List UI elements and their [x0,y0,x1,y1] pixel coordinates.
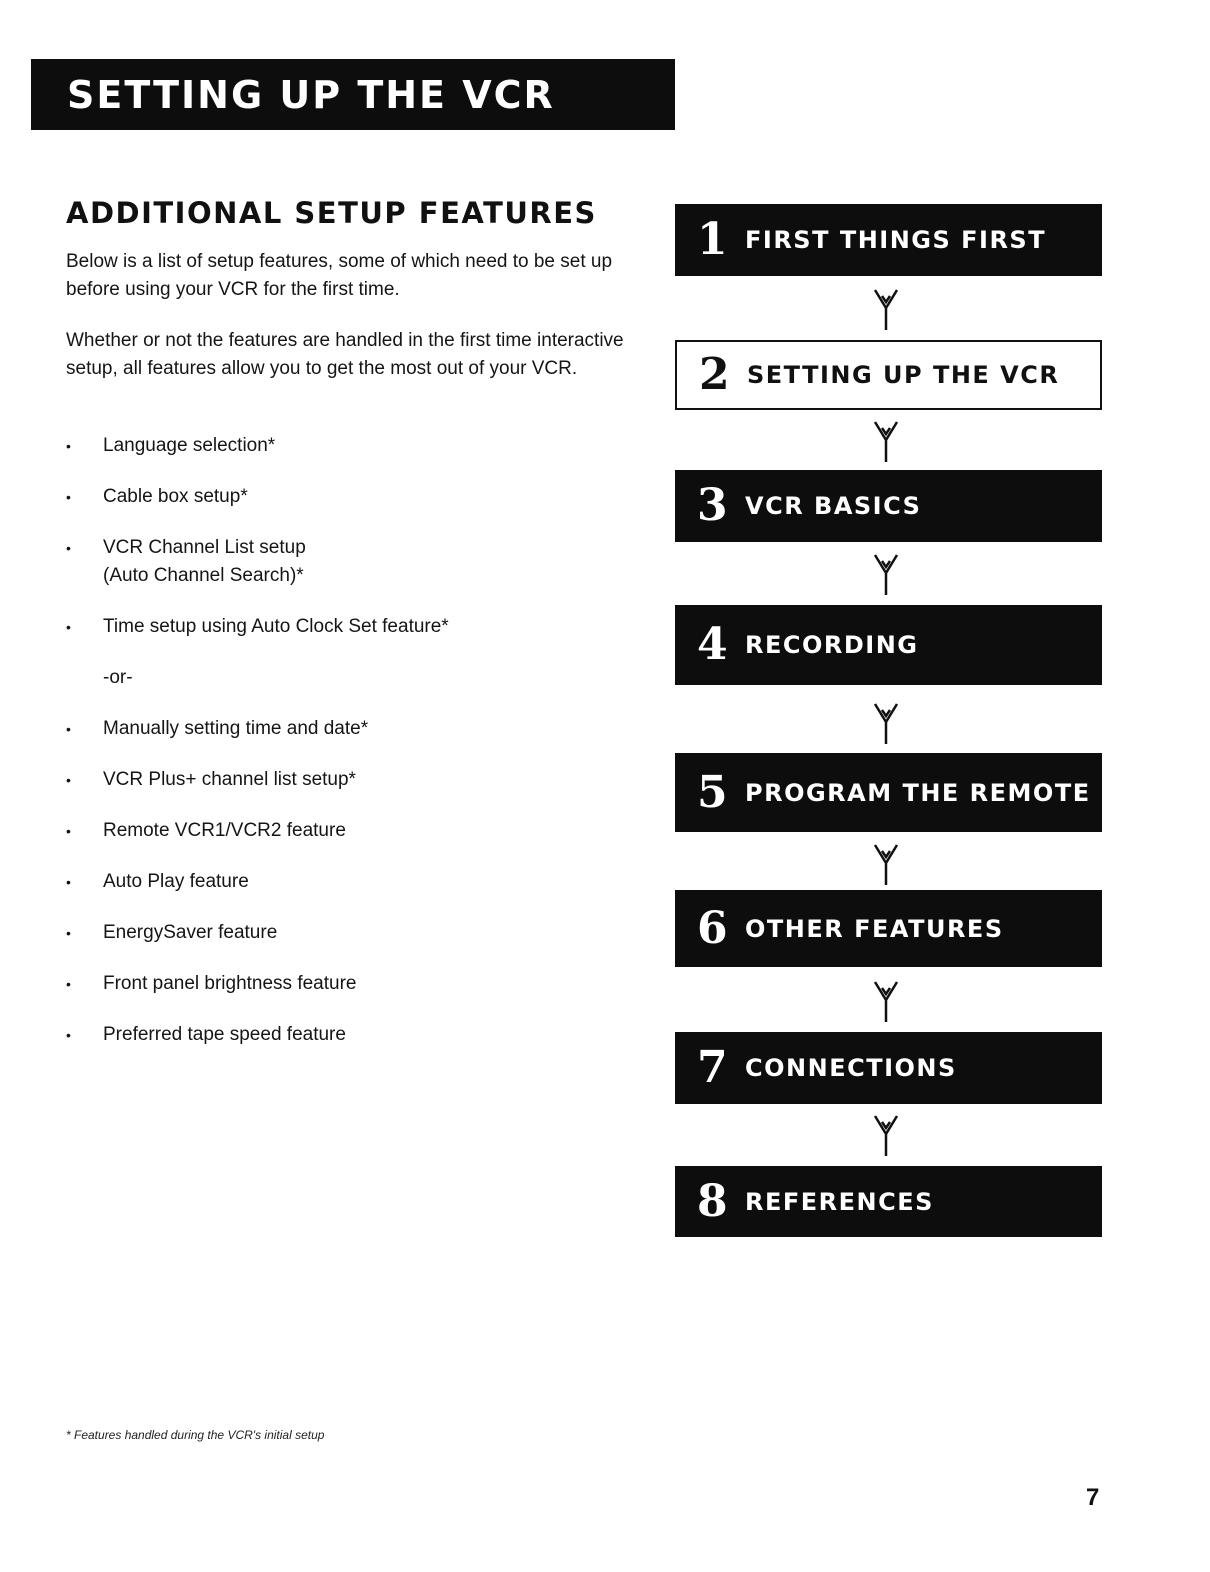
list-item: • Time setup using Auto Clock Set feature* [66,613,626,641]
down-arrow-icon [873,288,899,332]
down-arrow-icon [873,843,899,887]
list-item: • Language selection* [66,432,626,460]
down-arrow-icon [873,1114,899,1158]
footnote: * Features handled during the VCR's initial setup [66,1428,325,1442]
chapter-label: RECORDING [745,631,919,659]
chapter-number: 2 [699,349,730,400]
or-separator: -or- [103,667,133,688]
chapter-label: PROGRAM THE REMOTE [745,778,1091,807]
down-arrow-icon [873,420,899,464]
list-item: • EnergySaver feature [66,919,626,947]
page-title-bar [31,59,675,130]
list-item: • Remote VCR1/VCR2 feature [66,817,626,845]
chapter-7[interactable] [675,1032,1102,1104]
bullet-icon: • [66,540,71,556]
chapter-label: FIRST THINGS FIRST [745,226,1047,254]
page-title: SETTING UP THE VCR [67,72,555,117]
list-item: • VCR Channel List setup [66,534,626,562]
down-arrow-icon [873,702,899,746]
section-heading: ADDITIONAL SETUP FEATURES [66,196,597,230]
chapter-8[interactable] [675,1166,1102,1237]
chapter-label: OTHER FEATURES [745,914,1004,943]
bullet-icon: • [66,976,71,992]
page-number: 7 [1086,1484,1100,1511]
chapter-number: 3 [697,480,728,531]
bullet-icon: • [66,721,71,737]
list-item: • Auto Play feature [66,868,626,896]
list-item: • Manually setting time and date* [66,715,626,743]
intro-paragraph: Below is a list of setup features, some of which need to be set up before using your VCR for the first time. [66,251,613,300]
chapter-1[interactable] [675,204,1102,276]
down-arrow-icon [873,553,899,597]
chapter-label: SETTING UP THE VCR [747,361,1060,389]
chapter-number: 7 [697,1042,728,1093]
chapter-label: VCR BASICS [745,492,922,520]
bullet-icon: • [66,619,71,635]
chapter-number: 4 [697,619,728,670]
bullet-icon: • [66,489,71,505]
chapter-5[interactable] [675,753,1102,832]
feature-list [66,432,626,1049]
chapter-number: 1 [697,214,728,265]
list-item: • VCR Plus+ channel list setup* [66,766,626,794]
bullet-icon: • [66,1027,71,1043]
list-item: • Preferred tape speed feature [66,1021,626,1049]
chapter-3[interactable] [675,470,1102,542]
chapter-label: REFERENCES [745,1187,934,1216]
down-arrow-icon [873,980,899,1024]
list-item-continuation: (Auto Channel Search)* [103,565,304,586]
list-item: • Cable box setup* [66,483,626,511]
chapter-number: 8 [697,1175,728,1227]
note-paragraph: Whether or not the features are handled in the first time interactive setup, all features allow you to get the most out of your VCR. [66,330,624,379]
chapter-label: CONNECTIONS [745,1054,957,1082]
chapter-number: 5 [697,766,728,818]
bullet-icon: • [66,823,71,839]
bullet-icon: • [66,772,71,788]
bullet-icon: • [66,874,71,890]
list-item: • Front panel brightness feature [66,970,626,998]
bullet-icon: • [66,438,71,454]
chapter-number: 6 [697,902,728,954]
bullet-icon: • [66,925,71,941]
chapter-2[interactable] [675,340,1102,410]
chapter-4[interactable] [675,605,1102,685]
chapter-6[interactable] [675,890,1102,967]
